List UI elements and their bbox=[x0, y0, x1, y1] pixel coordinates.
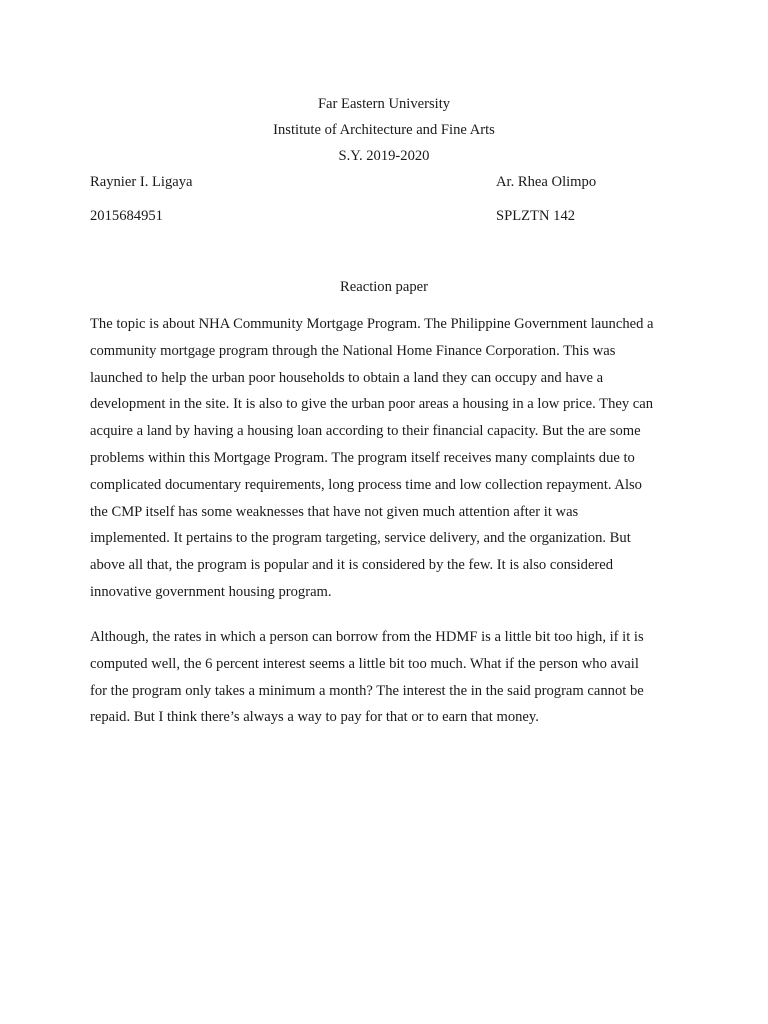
paragraph-line: community mortgage program through the National Home Finance Corporation. This was bbox=[90, 342, 616, 359]
instructor-name: Ar. Rhea Olimpo bbox=[496, 174, 597, 190]
paragraph-line: computed well, the 6 percent interest seems a little bit too much. What if the person who avail bbox=[90, 655, 639, 672]
body-paragraph-1 bbox=[90, 311, 690, 606]
paragraph-line: innovative government housing program. bbox=[90, 583, 332, 600]
paragraph-line: implemented. It pertains to the program targeting, service delivery, and the organization. But bbox=[90, 530, 631, 547]
name-row bbox=[90, 171, 690, 193]
course-code: SPLZTN 142 bbox=[496, 208, 576, 224]
paragraph-line: problems within this Mortgage Program. The program itself receives many complaints due to bbox=[90, 449, 635, 466]
document-header bbox=[0, 91, 768, 169]
student-name: Raynier I. Ligaya bbox=[90, 174, 193, 190]
paragraph-line: complicated documentary requirements, long process time and low collection repayment. Also bbox=[90, 476, 642, 493]
school-year: S.Y. 2019-2020 bbox=[338, 148, 430, 164]
university-name: Far Eastern University bbox=[317, 96, 451, 112]
paragraph-line: for the program only takes a minimum a month? The interest the in the said program cannot be bbox=[90, 682, 644, 699]
paragraph-line: repaid. But I think there’s always a way to pay for that or to earn that money. bbox=[90, 709, 539, 726]
body-paragraph-2 bbox=[90, 624, 690, 731]
paragraph-line: above all that, the program is popular and it is considered by the few. It is also considered bbox=[90, 557, 614, 574]
paragraph-line: The topic is about NHA Community Mortgage Program. The Philippine Government launched a bbox=[90, 316, 654, 332]
student-id-number: 2015684951 bbox=[90, 208, 163, 224]
paragraph-line: development in the site. It is also to give the urban poor areas a housing in a low price. They can bbox=[90, 396, 654, 413]
id-row bbox=[90, 205, 690, 227]
paragraph-line: acquire a land by having a housing loan according to their financial capacity. But the are some bbox=[90, 423, 641, 440]
institute-name: Institute of Architecture and Fine Arts bbox=[273, 122, 495, 138]
paragraph-line: the CMP itself has some weaknesses that have not given much attention after it was bbox=[90, 503, 579, 520]
paragraph-line: Although, the rates in which a person can borrow from the HDMF is a little bit too high, if it is bbox=[90, 629, 644, 645]
document-title: Reaction paper bbox=[340, 279, 428, 295]
paragraph-line: launched to help the urban poor households to obtain a land they can occupy and have a bbox=[90, 369, 604, 386]
